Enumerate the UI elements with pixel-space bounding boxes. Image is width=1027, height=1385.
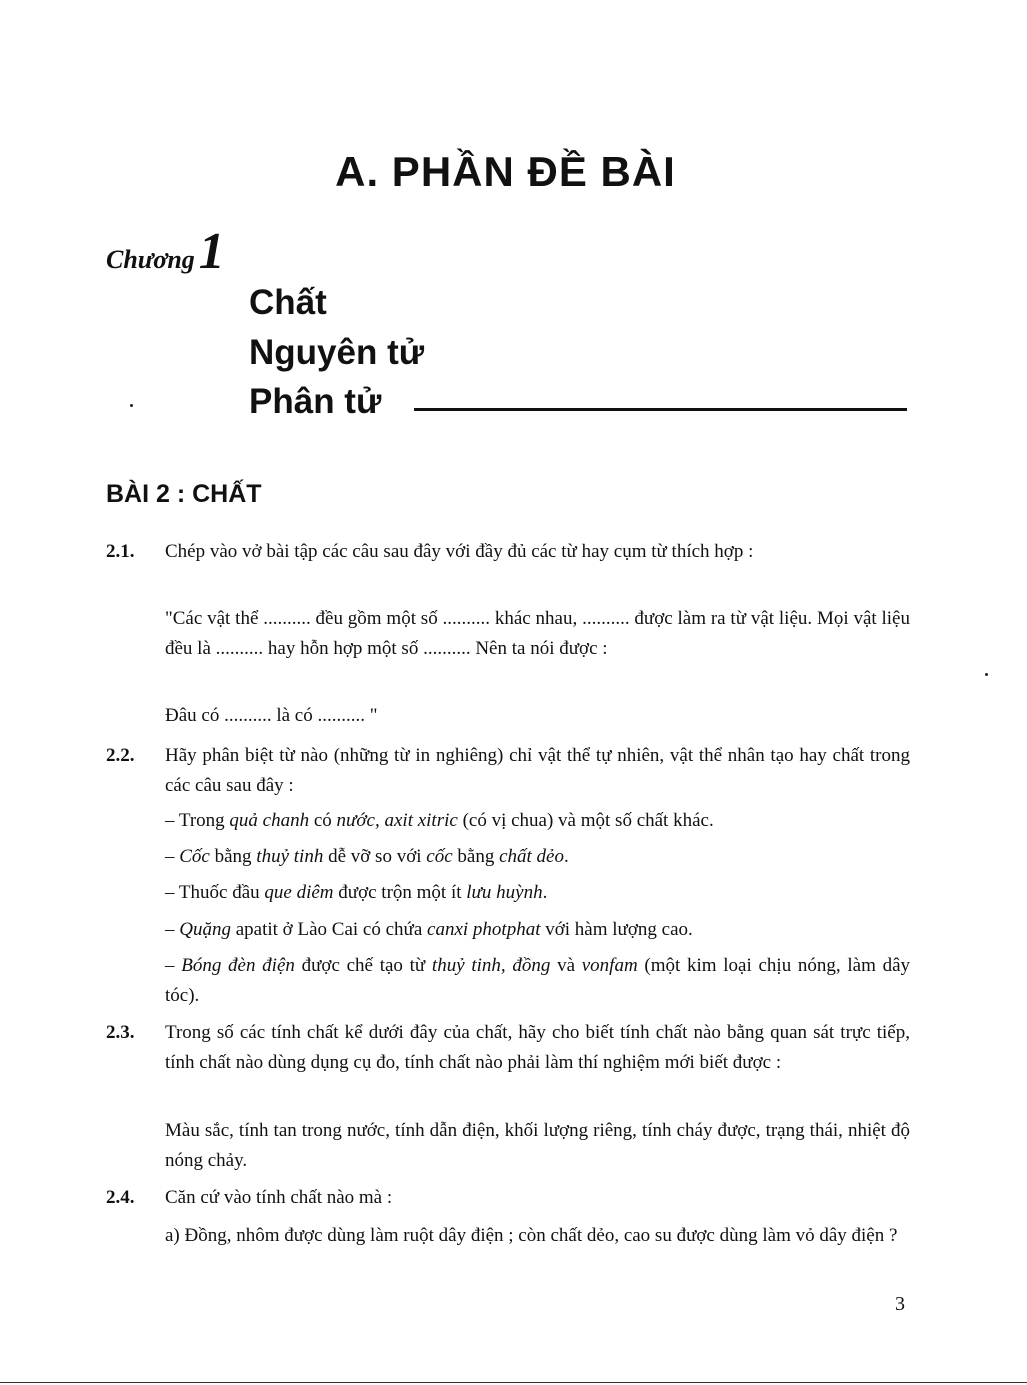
item-text: và <box>550 955 582 976</box>
item-italic-term: thuỷ tinh, đồng <box>431 955 551 976</box>
chapter-topic-nguyen-tu: Nguyên tử <box>249 333 425 372</box>
chapter-number: 1 <box>198 223 225 280</box>
chapter-heading <box>106 222 225 281</box>
item-text: – Thuốc đầu <box>165 882 265 903</box>
item-text: – Trong <box>165 810 230 831</box>
item-text: . <box>542 882 548 903</box>
lesson-title: BÀI 2 : CHẤT <box>106 480 262 508</box>
main-title: A. PHẦN ĐỀ BÀI <box>335 148 676 195</box>
stray-dot <box>985 673 988 676</box>
item-text: (một kim loại chịu nóng, làm dây tóc). <box>165 955 911 1006</box>
item-italic-term: – Cốc <box>165 846 210 867</box>
page-bottom-border <box>0 1382 1027 1383</box>
item-text: được trộn một ít <box>333 882 467 903</box>
question-number-2-2: 2.2. <box>106 745 135 766</box>
question-number-2-3: 2.3. <box>106 1022 135 1043</box>
question-2-2-item-3 <box>165 878 910 908</box>
item-italic-term: quả chanh <box>229 810 310 831</box>
item-text: được chế tạo từ <box>294 955 432 976</box>
question-number-2-4: 2.4. <box>106 1187 135 1208</box>
question-2-2-item-5 <box>165 951 910 1011</box>
item-italic-term: chất dẻo <box>499 846 564 867</box>
item-text: apatit ở Lào Cai có chứa <box>230 919 428 940</box>
item-text: với hàm lượng cao. <box>540 919 693 940</box>
page-number: 3 <box>895 1293 905 1315</box>
item-text: . <box>564 846 569 867</box>
item-text: có <box>309 810 337 831</box>
item-italic-term: cốc <box>426 846 453 867</box>
question-2-4-part-a: a) Đồng, nhôm được dùng làm ruột dây điện ; còn chất dẻo, cao su được dùng làm vỏ dây điện ? <box>165 1225 898 1246</box>
question-2-2-item-4 <box>165 915 910 945</box>
item-italic-term: – Quặng <box>165 919 231 940</box>
item-italic-term: vonfam <box>581 955 638 976</box>
question-2-1-fill-ending: Đâu có .......... là có .......... " <box>165 705 378 726</box>
item-text: bằng <box>209 846 257 867</box>
item-text: bằng <box>452 846 500 867</box>
stray-dot <box>130 404 133 407</box>
question-2-4-prompt: Căn cứ vào tính chất nào mà : <box>165 1187 393 1208</box>
chapter-topic-phan-tu: Phân tử <box>249 382 382 421</box>
question-number-2-1: 2.1. <box>106 541 135 562</box>
chapter-label: Chương <box>106 245 195 274</box>
question-2-3-prompt: Trong số các tính chất kể dưới đây của chất, hãy cho biết tính chất nào bằng quan sát trực tiếp, tính chất nào dùng dụng cụ đo, tính chất nào phải làm thí nghiệm mới biết được : <box>165 1022 910 1073</box>
item-italic-term: lưu huỳnh <box>466 882 543 903</box>
chapter-topic-chat: Chất <box>249 283 327 322</box>
item-text: (có vị chua) và một số chất khác. <box>457 810 714 831</box>
question-2-1-prompt: Chép vào vở bài tập các câu sau đây với đầy đủ các từ hay cụm từ thích hợp : <box>165 541 754 562</box>
question-2-2-item-2 <box>165 842 910 872</box>
question-2-2-item-1 <box>165 806 910 836</box>
question-2-2-prompt: Hãy phân biệt từ nào (những từ in nghiêng) chỉ vật thể tự nhiên, vật thể nhân tạo hay chất trong các câu sau đây : <box>165 745 910 796</box>
chapter-title-rule <box>414 408 907 411</box>
item-text: dễ vỡ so với <box>323 846 427 867</box>
question-2-1-fill-text: "Các vật thể .......... đều gồm một số .......... khác nhau, .......... được làm ra từ vật liệu. Mọi vật liệu đều là .......... hay hỗn hợp một số .......... Nên ta nói được : <box>165 608 910 659</box>
question-2-3-properties: Màu sắc, tính tan trong nước, tính dẫn điện, khối lượng riêng, tính cháy được, trạng thái, nhiệt độ nóng chảy. <box>165 1120 910 1171</box>
item-italic-term: canxi photphat <box>427 919 541 940</box>
item-italic-term: nước, axit xitric <box>336 810 458 831</box>
item-italic-term: thuỷ tinh <box>256 846 324 867</box>
item-italic-term: – Bóng đèn điện <box>165 955 295 976</box>
item-italic-term: que diêm <box>264 882 334 903</box>
